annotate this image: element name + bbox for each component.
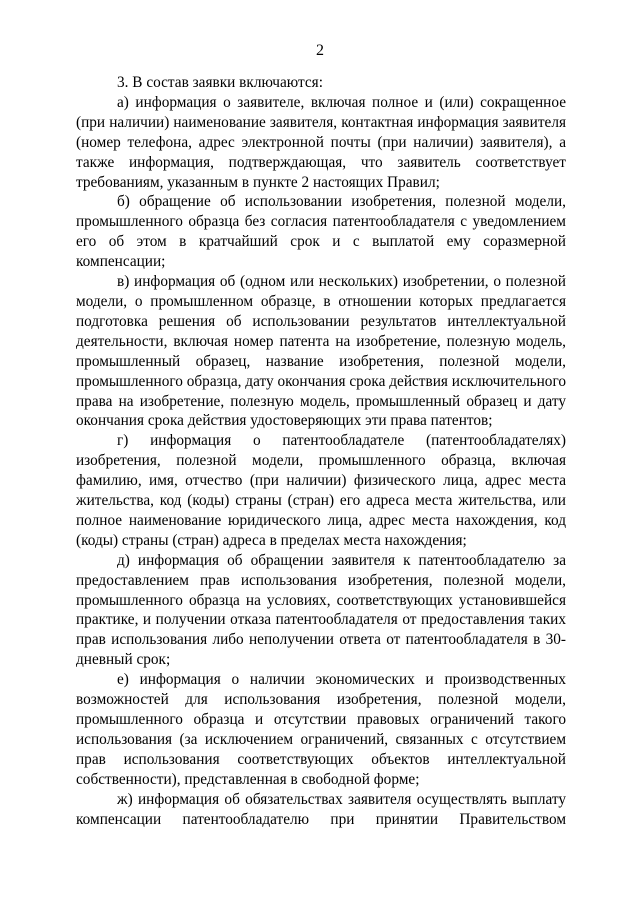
page-number: 2	[316, 42, 324, 59]
list-item-a: а) информация о заявителе, включая полное и (или) сокращенное (при наличии) наименование заявителя, контактная информация заявителя (номер телефона, адрес электронной почты (при наличии) заявителя), а также информация, подтверждающая, что заявитель соответствует требованиям, указанным в пункте 2 настоящих Правил;	[76, 93, 566, 191]
list-item-d: д) информация об обращении заявителя к патентообладателю за предоставлением прав использования изобретения, полезной модели, промышленного образца на условиях, соответствующих установившейся практике, и получении отказа патентообладателя от предоставления таких прав использования либо неполучении ответа от патентообладателя в 30-дневный срок;	[76, 551, 566, 669]
list-item-e: е) информация о наличии экономических и производственных возможностей для использования изобретения, полезной модели, промышленного образца и отсутствии правовых ограничений такого использования (за исключением ограничений, связанных с отсутствием прав использования соответствующих объектов интеллектуальной собственности), представленная в свободной форме;	[76, 671, 566, 788]
list-item-b: б) обращение об использовании изобретения, полезной модели, промышленного образца без согласия патентообладателя с уведомлением его об этом в кратчайший срок и с выплатой ему соразмерной компенсации;	[76, 193, 566, 271]
list-item-g: г) информация о патентообладателе (патентообладателях) изобретения, полезной модели, промышленного образца, включая фамилию, имя, отчество (при наличии) физического лица, адрес места жительства, код (коды) страны (стран) его адреса места жительства, или полное наименование юридического лица, адрес места нахождения, код (коды) страны (стран) адреса в пределах места нахождения;	[76, 432, 566, 549]
section-intro: 3. В состав заявки включаются:	[117, 74, 323, 91]
list-item-v: в) информация об (одном или нескольких) изобретении, о полезной модели, о промышленном образце, в отношении которых предлагается подготовка решения об использовании результатов интеллектуальной деятельности, включая номер патента на изобретение, полезную модель, промышленный образец, название изобретения, полезной модели, промышленного образца, дату окончания срока действия исключительного права на изобретение, полезную модель, промышленный образец и дату окончания срока действия удостоверяющих эти права патентов;	[76, 273, 566, 430]
list-item-zh: ж) информация об обязательствах заявителя осуществлять выплату компенсации патентообладателю при принятии Правительством	[76, 790, 566, 828]
document-body	[76, 73, 566, 829]
